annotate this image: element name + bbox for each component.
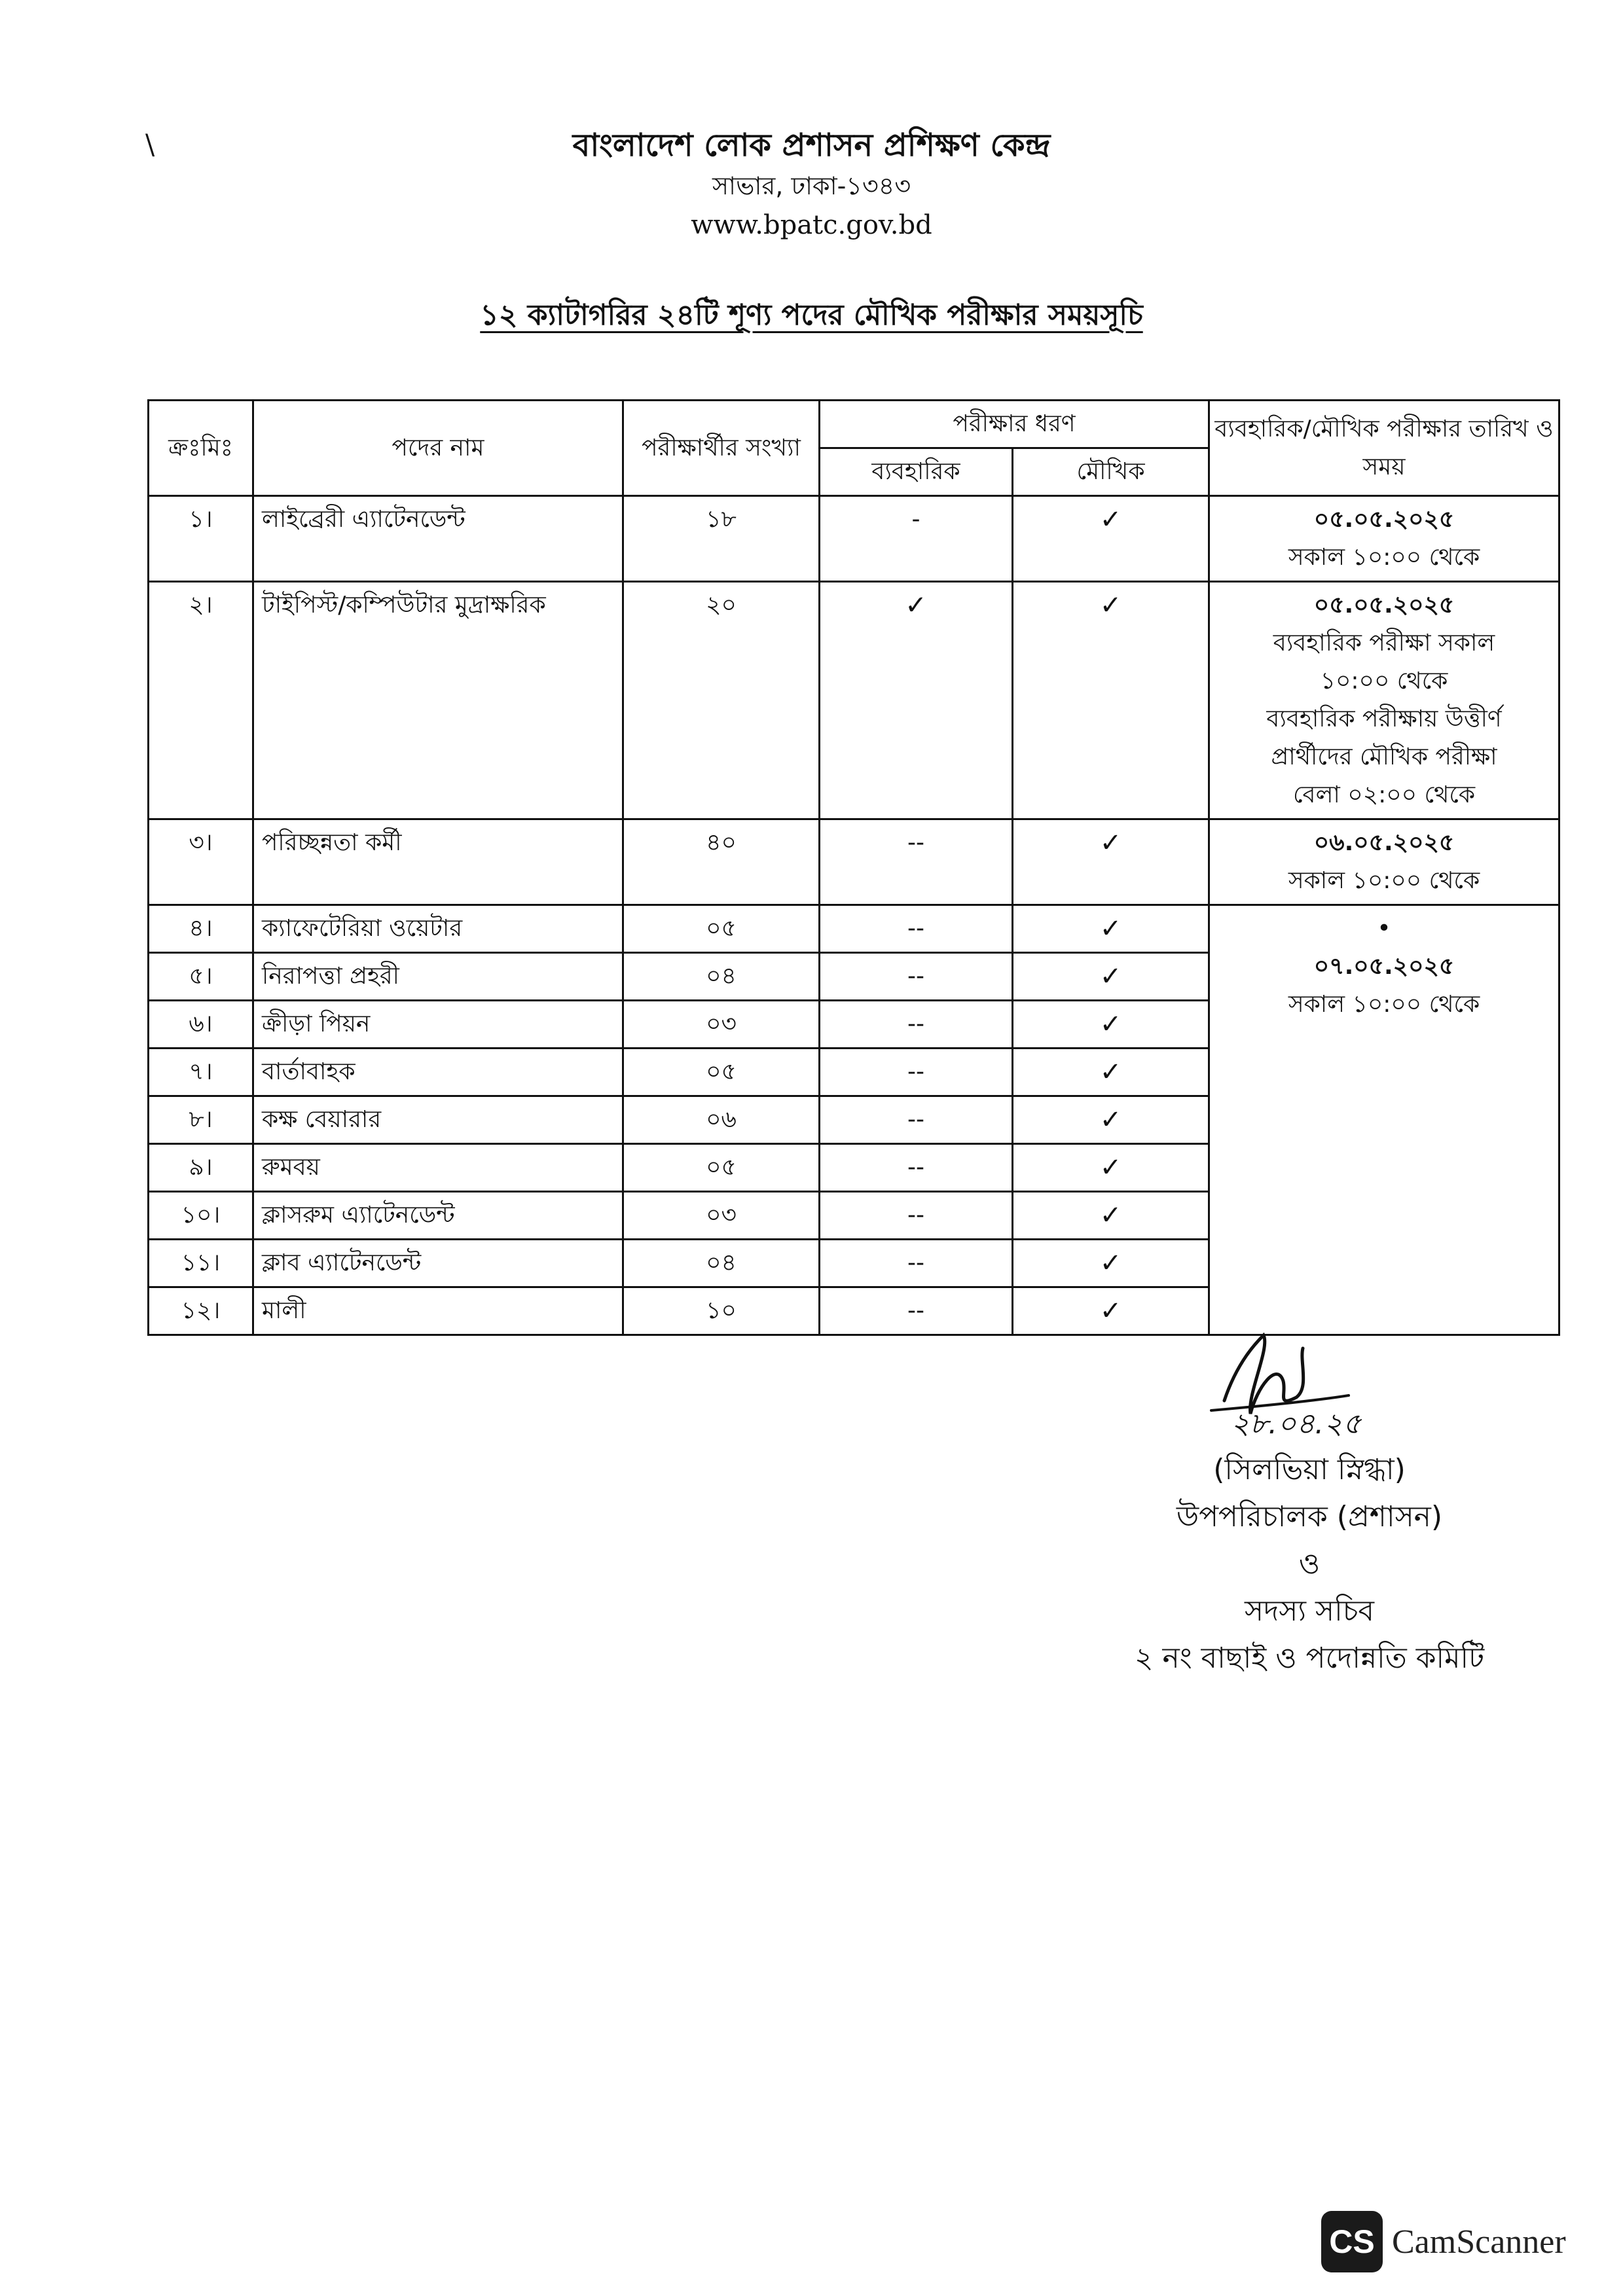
organization-address: সাভার, ঢাকা-১৩৪৩ xyxy=(712,171,911,200)
exam-schedule-table xyxy=(147,399,1560,1336)
row-serial: ১২। xyxy=(149,1287,253,1335)
row-serial: ৪। xyxy=(149,905,253,953)
row-serial: ৩। xyxy=(149,819,253,905)
row-post-name: পরিচ্ছন্নতা কর্মী xyxy=(253,819,623,905)
schedule-date: ০৫.০৫.২০২৫ xyxy=(1313,592,1455,619)
row-oral-check-icon: ✓ xyxy=(1013,1144,1209,1192)
row-candidate-count: ০৫ xyxy=(623,905,820,953)
merged-schedule xyxy=(1209,905,1559,1335)
row-candidate-count: ০৩ xyxy=(623,1192,820,1240)
header-serial: ক্রঃমিঃ xyxy=(149,401,253,496)
row-schedule xyxy=(1209,582,1559,819)
header-oral: মৌখিক xyxy=(1013,448,1209,496)
row-oral-check-icon: ✓ xyxy=(1013,905,1209,953)
schedule-date: ০৭.০৫.২০২৫ xyxy=(1313,953,1455,980)
row-candidate-count: ০৬ xyxy=(623,1096,820,1144)
row-post-name: ক্লাব এ্যাটেনডেন্ট xyxy=(253,1240,623,1287)
row-oral-check-icon: ✓ xyxy=(1013,1240,1209,1287)
table-row xyxy=(149,496,1559,582)
document-title-text: ১২ ক্যাটাগরির ২৪টি শূণ্য পদের মৌখিক পরীক্ষার সময়সূচি xyxy=(480,298,1143,332)
header-practical: ব্যবহারিক xyxy=(820,448,1013,496)
table-row xyxy=(149,905,1559,953)
signature-date: ২৮.০৪.২৫ xyxy=(1231,1407,1362,1441)
row-practical-mark: -- xyxy=(820,1001,1013,1049)
row-candidate-count: ০৪ xyxy=(623,953,820,1001)
row-post-name: নিরাপত্তা প্রহরী xyxy=(253,953,623,1001)
signatory-role: সদস্য সচিব xyxy=(1245,1594,1374,1628)
signature-block xyxy=(1080,1322,1539,1682)
row-candidate-count: ২০ xyxy=(623,582,820,819)
row-practical-mark: -- xyxy=(820,1287,1013,1335)
row-practical-mark: -- xyxy=(820,1192,1013,1240)
organization-name: বাংলাদেশ লোক প্রশাসন প্রশিক্ষণ কেন্দ্র xyxy=(572,127,1051,164)
row-post-name: টাইপিস্ট/কম্পিউটার মুদ্রাক্ষরিক xyxy=(253,582,623,819)
row-post-name: কক্ষ বেয়ারার xyxy=(253,1096,623,1144)
camscanner-name: CamScanner xyxy=(1392,2223,1566,2261)
row-post-name: ক্রীড়া পিয়ন xyxy=(253,1001,623,1049)
page-mark: \ xyxy=(145,128,155,160)
row-oral-check-icon: ✓ xyxy=(1013,1001,1209,1049)
signatory-name: (সিলভিয়া স্নিগ্ধা) xyxy=(1213,1453,1406,1486)
document-title xyxy=(0,293,1623,341)
row-candidate-count: ০৫ xyxy=(623,1049,820,1096)
camscanner-watermark xyxy=(1321,2211,1566,2272)
row-candidate-count: ১৮ xyxy=(623,496,820,582)
row-post-name: বার্তাবাহক xyxy=(253,1049,623,1096)
row-serial: ৯। xyxy=(149,1144,253,1192)
organization-website: www.bpatc.gov.bd xyxy=(691,210,932,240)
schedule-time-line: ব্যবহারিক পরীক্ষা সকাল xyxy=(1273,630,1495,656)
row-practical-mark: -- xyxy=(820,819,1013,905)
row-practical-mark: - xyxy=(820,496,1013,582)
signatory-designation: উপপরিচালক (প্রশাসন) xyxy=(1176,1500,1443,1534)
header-date-time: ব্যবহারিক/মৌখিক পরীক্ষার তারিখ ও সময় xyxy=(1209,401,1559,496)
header-candidates: পরীক্ষার্থীর সংখ্যা xyxy=(623,401,820,496)
row-practical-mark: -- xyxy=(820,1049,1013,1096)
schedule-dot: • xyxy=(1377,915,1391,942)
row-practical-mark: -- xyxy=(820,1144,1013,1192)
row-serial: ৭। xyxy=(149,1049,253,1096)
row-oral-check-icon: ✓ xyxy=(1013,1287,1209,1335)
signatory-conjunction: ও xyxy=(1298,1547,1321,1581)
row-oral-check-icon: ✓ xyxy=(1013,496,1209,582)
row-serial: ১১। xyxy=(149,1240,253,1287)
row-oral-check-icon: ✓ xyxy=(1013,1049,1209,1096)
row-post-name: রুমবয় xyxy=(253,1144,623,1192)
schedule-time: সকাল ১০:০০ থেকে xyxy=(1288,991,1480,1018)
schedule-time: সকাল ১০:০০ থেকে xyxy=(1288,867,1480,894)
row-serial: ২। xyxy=(149,582,253,819)
table-header-row xyxy=(149,401,1559,448)
row-post-name: ক্লাসরুম এ্যাটেনডেন্ট xyxy=(253,1192,623,1240)
row-schedule xyxy=(1209,819,1559,905)
table-row xyxy=(149,582,1559,819)
row-candidate-count: ০৫ xyxy=(623,1144,820,1192)
camscanner-logo-icon: CS xyxy=(1321,2211,1383,2272)
schedule-time-line: প্রার্থীদের মৌখিক পরীক্ষা xyxy=(1271,744,1497,770)
row-post-name: মালী xyxy=(253,1287,623,1335)
handwritten-signature xyxy=(1080,1322,1539,1446)
row-candidate-count: ০৩ xyxy=(623,1001,820,1049)
row-serial: ৫। xyxy=(149,953,253,1001)
row-oral-check-icon: ✓ xyxy=(1013,819,1209,905)
row-practical-mark: -- xyxy=(820,1096,1013,1144)
schedule-time-line: ব্যবহারিক পরীক্ষায় উত্তীর্ণ xyxy=(1266,706,1502,732)
header-post-name: পদের নাম xyxy=(253,401,623,496)
row-practical-mark: -- xyxy=(820,953,1013,1001)
row-oral-check-icon: ✓ xyxy=(1013,953,1209,1001)
row-serial: ১। xyxy=(149,496,253,582)
row-candidate-count: ১০ xyxy=(623,1287,820,1335)
row-oral-check-icon: ✓ xyxy=(1013,1096,1209,1144)
row-candidate-count: ৪০ xyxy=(623,819,820,905)
header-exam-type: পরীক্ষার ধরণ xyxy=(820,401,1209,448)
schedule-time-line: ১০:০০ থেকে xyxy=(1320,668,1448,694)
letterhead xyxy=(0,124,1623,245)
schedule-date: ০৬.০৫.২০২৫ xyxy=(1313,829,1455,856)
row-post-name: লাইব্রেরী এ্যাটেনডেন্ট xyxy=(253,496,623,582)
row-oral-check-icon: ✓ xyxy=(1013,1192,1209,1240)
row-practical-check-icon: ✓ xyxy=(820,582,1013,819)
row-practical-mark: -- xyxy=(820,1240,1013,1287)
row-practical-mark: -- xyxy=(820,905,1013,953)
schedule-date: ০৫.০৫.২০২৫ xyxy=(1313,506,1455,533)
schedule-time-line: বেলা ০২:০০ থেকে xyxy=(1292,781,1476,808)
row-oral-check-icon: ✓ xyxy=(1013,582,1209,819)
row-schedule xyxy=(1209,496,1559,582)
signatory-committee: ২ নং বাছাই ও পদোন্নতি কমিটি xyxy=(1134,1641,1485,1675)
table-row xyxy=(149,819,1559,905)
row-candidate-count: ০৪ xyxy=(623,1240,820,1287)
row-serial: ৬। xyxy=(149,1001,253,1049)
schedule-time: সকাল ১০:০০ থেকে xyxy=(1288,544,1480,571)
row-serial: ৮। xyxy=(149,1096,253,1144)
row-post-name: ক্যাফেটেরিয়া ওয়েটার xyxy=(253,905,623,953)
row-serial: ১০। xyxy=(149,1192,253,1240)
